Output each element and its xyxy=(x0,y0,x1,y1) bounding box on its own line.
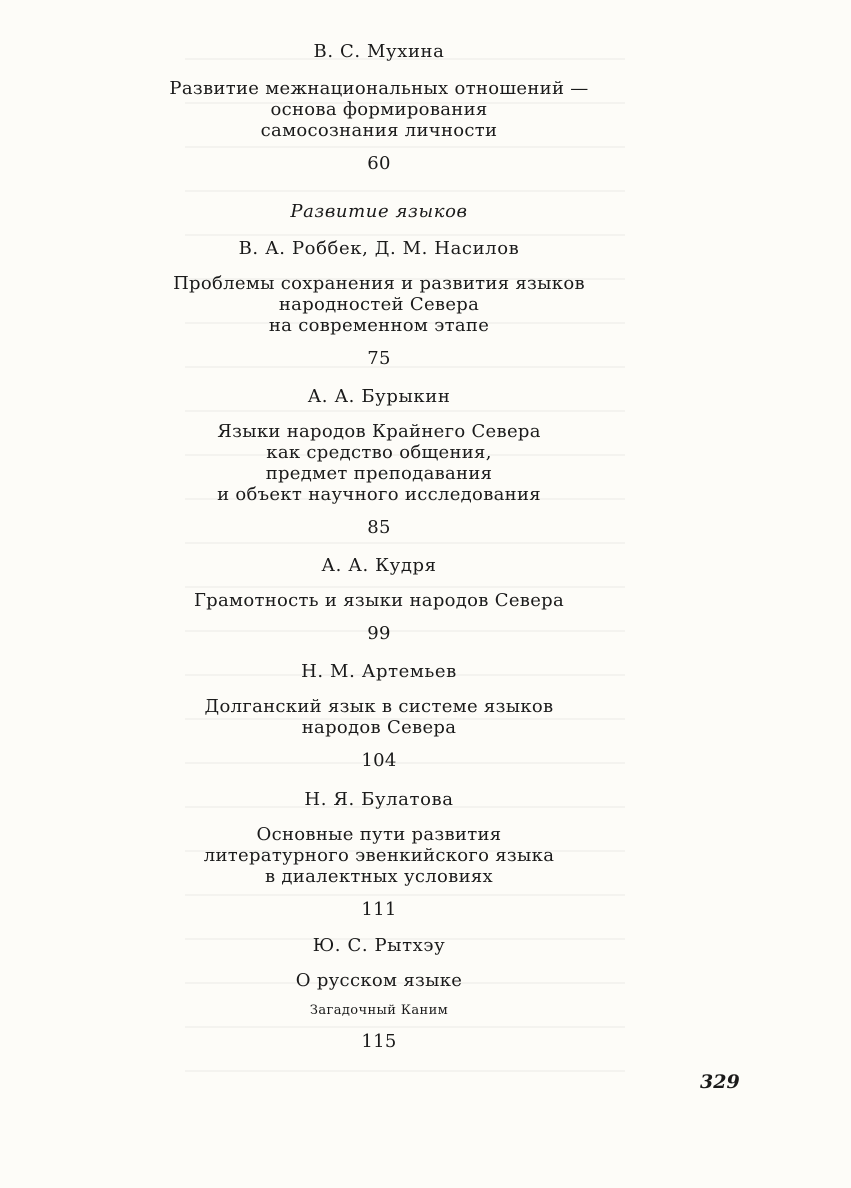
entry-title-line: Развитие межнациональных отношений — xyxy=(169,78,589,99)
entry-page-number: 104 xyxy=(361,750,397,771)
entry-author: Ю. С. Рытхэу xyxy=(312,935,446,956)
entry-author: В. С. Мухина xyxy=(313,41,445,62)
entry-author: Н. Я. Булатова xyxy=(304,789,454,810)
entry-title-line: предмет преподавания xyxy=(265,463,493,484)
entry-page-number: 75 xyxy=(367,348,391,369)
entry-author: А. А. Бурыкин xyxy=(307,386,451,407)
entry-page-number: 99 xyxy=(367,623,391,644)
entry-author: Н. М. Артемьев xyxy=(301,661,457,682)
entry-title-line: основа формирования xyxy=(270,99,488,120)
entry-title-line: народностей Севера xyxy=(278,294,480,315)
entry-page-number: 111 xyxy=(361,899,397,920)
entry-title-line: и объект научного исследования xyxy=(217,484,541,505)
entry-page-number: 115 xyxy=(361,1031,397,1052)
entry-page-number: 60 xyxy=(367,153,391,174)
entry-title-line: Долганский язык в системе языков xyxy=(204,696,554,717)
entry-title-line: Языки народов Крайнего Севера xyxy=(217,421,541,442)
entry-title-line: как средство общения, xyxy=(266,442,492,463)
entry-subtitle: Загадочный Каним xyxy=(309,1003,449,1018)
entry-title-line: в диалектных условиях xyxy=(264,866,494,887)
entry-page-number: 85 xyxy=(367,517,391,538)
entry-author: В. А. Роббек, Д. М. Насилов xyxy=(238,238,520,259)
section-heading: Развитие языков xyxy=(290,201,468,222)
entry-author: А. А. Кудря xyxy=(321,555,437,576)
folio-page-number: 329 xyxy=(700,1071,740,1093)
entry-title-line: самосознания личности xyxy=(260,120,498,141)
entry-title-line: литературного эвенкийского языка xyxy=(203,845,555,866)
entry-title-line: на современном этапе xyxy=(268,315,490,336)
entry-title-line: народов Севера xyxy=(301,717,457,738)
entry-title-line: Основные пути развития xyxy=(256,824,502,845)
entry-title-line: Грамотность и языки народов Севера xyxy=(193,590,565,611)
entry-title-line: Проблемы сохранения и развития языков xyxy=(173,273,585,294)
entry-title-line: О русском языке xyxy=(295,970,463,991)
